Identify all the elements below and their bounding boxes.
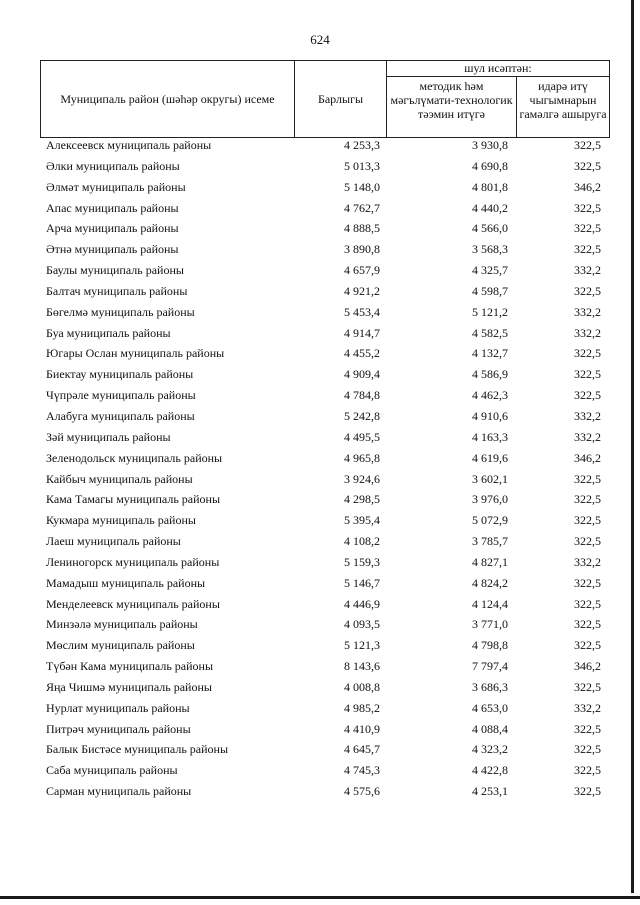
row-total: 4 985,2 (344, 700, 380, 715)
row-total: 8 143,6 (344, 659, 380, 674)
row-administration: 332,2 (574, 700, 601, 715)
row-name: Кама Тамагы муниципаль районы (46, 492, 221, 507)
row-total: 4 253,3 (344, 138, 380, 152)
table-row (40, 635, 610, 656)
row-name: Яңа Чишмә муниципаль районы (46, 679, 212, 694)
row-name: Апас муниципаль районы (46, 200, 179, 215)
row-administration: 332,2 (574, 429, 601, 444)
row-administration: 346,2 (574, 179, 601, 194)
row-administration: 322,5 (574, 721, 601, 736)
row-name: Буа муниципаль районы (46, 325, 171, 340)
row-administration: 322,5 (574, 242, 601, 257)
row-administration: 322,5 (574, 221, 601, 236)
row-name: Алабуга муниципаль районы (46, 408, 195, 423)
row-name: Саба муниципаль районы (46, 763, 178, 778)
row-name: Баулы муниципаль районы (46, 263, 184, 278)
row-total: 4 455,2 (344, 346, 380, 361)
row-administration: 322,5 (574, 534, 601, 549)
table-row (40, 156, 610, 177)
row-name: Нурлат муниципаль районы (46, 700, 190, 715)
page-edge-right (631, 0, 634, 893)
row-name: Балык Бистәсе муниципаль районы (46, 742, 229, 757)
row-administration: 322,5 (574, 575, 601, 590)
row-administration: 322,5 (574, 596, 601, 611)
row-total: 4 745,3 (344, 763, 380, 778)
row-name: Лаеш муниципаль районы (46, 534, 181, 549)
row-name: Әлки муниципаль районы (46, 158, 180, 173)
row-total: 4 921,2 (344, 283, 380, 298)
table-body (40, 135, 610, 802)
table-row (40, 552, 610, 573)
row-total: 5 242,8 (344, 408, 380, 423)
row-administration: 332,2 (574, 408, 601, 423)
row-methodical: 3 785,7 (472, 534, 508, 549)
row-administration: 322,5 (574, 346, 601, 361)
row-name: Минзәлә муниципаль районы (46, 617, 198, 632)
row-total: 5 159,3 (344, 554, 380, 569)
row-administration: 322,5 (574, 138, 601, 152)
row-name: Түбән Кама муниципаль районы (46, 659, 214, 674)
row-administration: 322,5 (574, 367, 601, 382)
row-administration: 322,5 (574, 763, 601, 778)
table-row (40, 781, 610, 802)
row-name: Сарман муниципаль районы (46, 784, 192, 799)
table-row (40, 239, 610, 260)
table-row (40, 385, 610, 406)
row-administration: 322,5 (574, 679, 601, 694)
row-administration: 322,5 (574, 388, 601, 403)
table-row (40, 656, 610, 677)
row-name: Питрәч муниципаль районы (46, 721, 191, 736)
row-administration: 322,5 (574, 471, 601, 486)
row-administration: 332,2 (574, 263, 601, 278)
row-methodical: 3 976,0 (472, 492, 508, 507)
row-methodical: 4 462,3 (472, 388, 508, 403)
row-methodical: 4 801,8 (472, 179, 508, 194)
row-methodical: 4 253,1 (472, 784, 508, 799)
row-methodical: 3 602,1 (472, 471, 508, 486)
header-total: Барлыгы (295, 61, 387, 137)
table-row (40, 406, 610, 427)
table-row (40, 281, 610, 302)
row-name: Биектау муниципаль районы (46, 367, 194, 382)
row-methodical: 4 323,2 (472, 742, 508, 757)
page-edge-bottom (0, 896, 640, 899)
row-total: 4 446,9 (344, 596, 380, 611)
row-methodical: 3 771,0 (472, 617, 508, 632)
header-group-including: шул исәптән: (387, 61, 609, 77)
row-methodical: 4 088,4 (472, 721, 508, 736)
row-name: Әтнә муниципаль районы (46, 242, 179, 257)
row-administration: 332,2 (574, 304, 601, 319)
table-row (40, 323, 610, 344)
row-total: 4 495,5 (344, 429, 380, 444)
row-methodical: 3 568,3 (472, 242, 508, 257)
row-total: 3 890,8 (344, 242, 380, 257)
row-methodical: 3 930,8 (472, 138, 508, 152)
table-row (40, 739, 610, 760)
row-total: 5 146,7 (344, 575, 380, 590)
row-methodical: 3 686,3 (472, 679, 508, 694)
row-total: 4 575,6 (344, 784, 380, 799)
table-row (40, 427, 610, 448)
table-row (40, 677, 610, 698)
table-row (40, 364, 610, 385)
row-methodical: 7 797,4 (472, 659, 508, 674)
row-name: Арча муниципаль районы (46, 221, 179, 236)
row-methodical: 4 824,2 (472, 575, 508, 590)
row-methodical: 5 072,9 (472, 513, 508, 528)
table-row (40, 719, 610, 740)
table-row (40, 198, 610, 219)
row-methodical: 4 690,8 (472, 158, 508, 173)
row-methodical: 4 422,8 (472, 763, 508, 778)
table-row (40, 531, 610, 552)
row-total: 4 410,9 (344, 721, 380, 736)
row-name: Әлмәт муниципаль районы (46, 179, 186, 194)
row-methodical: 4 582,5 (472, 325, 508, 340)
row-administration: 332,2 (574, 554, 601, 569)
row-administration: 322,5 (574, 513, 601, 528)
row-name: Зәй муниципаль районы (46, 429, 171, 444)
row-methodical: 4 163,3 (472, 429, 508, 444)
row-name: Кукмара муниципаль районы (46, 513, 196, 528)
row-administration: 322,5 (574, 742, 601, 757)
table-row (40, 510, 610, 531)
row-administration: 322,5 (574, 638, 601, 653)
row-total: 4 645,7 (344, 742, 380, 757)
row-total: 5 013,3 (344, 158, 380, 173)
row-methodical: 4 440,2 (472, 200, 508, 215)
row-name: Чүпрәле муниципаль районы (46, 388, 196, 403)
row-name: Алексеевск муниципаль районы (46, 138, 212, 152)
row-administration: 322,5 (574, 158, 601, 173)
row-name: Мамадыш муниципаль районы (46, 575, 206, 590)
row-administration: 322,5 (574, 617, 601, 632)
row-methodical: 4 798,8 (472, 638, 508, 653)
table-row (40, 698, 610, 719)
table-row (40, 469, 610, 490)
row-methodical: 4 910,6 (472, 408, 508, 423)
row-total: 5 148,0 (344, 179, 380, 194)
row-total: 3 924,6 (344, 471, 380, 486)
row-name: Югары Ослан муниципаль районы (46, 346, 225, 361)
row-methodical: 4 124,4 (472, 596, 508, 611)
row-administration: 332,2 (574, 325, 601, 340)
row-administration: 346,2 (574, 659, 601, 674)
row-administration: 322,5 (574, 200, 601, 215)
table-row (40, 594, 610, 615)
row-methodical: 4 827,1 (472, 554, 508, 569)
row-total: 4 657,9 (344, 263, 380, 278)
row-name: Кайбыч муниципаль районы (46, 471, 193, 486)
row-total: 4 914,7 (344, 325, 380, 340)
row-administration: 322,5 (574, 283, 601, 298)
row-total: 4 762,7 (344, 200, 380, 215)
row-total: 4 298,5 (344, 492, 380, 507)
row-name: Бөгелмә муниципаль районы (46, 304, 195, 319)
row-total: 5 121,3 (344, 638, 380, 653)
table-row (40, 177, 610, 198)
table-row (40, 448, 610, 469)
row-total: 5 395,4 (344, 513, 380, 528)
row-name: Менделеевск муниципаль районы (46, 596, 220, 611)
table-row (40, 218, 610, 239)
table-row (40, 573, 610, 594)
row-methodical: 4 566,0 (472, 221, 508, 236)
row-methodical: 4 619,6 (472, 450, 508, 465)
row-total: 4 108,2 (344, 534, 380, 549)
row-name: Лениногорск муниципаль районы (46, 554, 220, 569)
row-total: 5 453,4 (344, 304, 380, 319)
row-total: 4 093,5 (344, 617, 380, 632)
row-methodical: 5 121,2 (472, 304, 508, 319)
row-methodical: 4 598,7 (472, 283, 508, 298)
row-total: 4 909,4 (344, 367, 380, 382)
table-row (40, 489, 610, 510)
row-total: 4 784,8 (344, 388, 380, 403)
row-total: 4 965,8 (344, 450, 380, 465)
table-header (40, 60, 610, 138)
row-name: Балтач муниципаль районы (46, 283, 188, 298)
table-row (40, 260, 610, 281)
header-methodical-support: методик һәм мәгълүмати-технологик тәэмин итүгә (387, 77, 517, 137)
header-municipality-name: Муниципаль район (шәһәр округы) исеме (41, 61, 295, 137)
row-name: Зеленодольск муниципаль районы (46, 450, 223, 465)
table-row (40, 343, 610, 364)
row-name: Мөслим муниципаль районы (46, 638, 195, 653)
row-total: 4 888,5 (344, 221, 380, 236)
row-methodical: 4 586,9 (472, 367, 508, 382)
row-administration: 346,2 (574, 450, 601, 465)
row-total: 4 008,8 (344, 679, 380, 694)
header-administration-costs: идарә итү чыгымнарын гамәлгә ашыруга (519, 79, 607, 121)
table-row (40, 135, 610, 156)
table-row (40, 760, 610, 781)
row-administration: 322,5 (574, 492, 601, 507)
table-row (40, 302, 610, 323)
page-number: 624 (310, 32, 330, 47)
table-row (40, 614, 610, 635)
row-administration: 322,5 (574, 784, 601, 799)
row-methodical: 4 325,7 (472, 263, 508, 278)
row-methodical: 4 132,7 (472, 346, 508, 361)
row-methodical: 4 653,0 (472, 700, 508, 715)
